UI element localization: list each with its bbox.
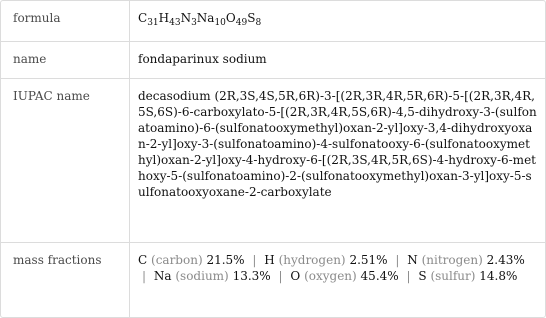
formula-element-symbol: H	[158, 11, 170, 25]
mass-fraction-separator: |	[406, 269, 411, 283]
mass-fraction-element-name: (oxygen)	[304, 269, 357, 283]
compound-info-table	[1, 1, 545, 317]
mass-fraction-symbol: O	[290, 269, 301, 283]
iupac-label: IUPAC name	[1, 79, 130, 243]
mass-fractions-row	[1, 243, 545, 318]
mass-fraction-separator: |	[252, 253, 257, 267]
formula-label: formula	[1, 1, 130, 42]
mass-fraction-value: 2.43%	[486, 253, 525, 267]
name-row	[1, 42, 545, 79]
name-value: fondaparinux sodium	[130, 42, 546, 79]
formula-element-symbol: C	[138, 11, 148, 25]
formula-element-count: 8	[255, 18, 262, 28]
mass-fractions-list	[138, 253, 525, 283]
mass-fraction-value: 14.8%	[479, 269, 518, 283]
formula-element-count: 10	[214, 18, 226, 28]
mass-fractions-value	[130, 243, 546, 318]
mass-fraction-element-name: (nitrogen)	[421, 253, 483, 267]
mass-fraction-separator: |	[142, 269, 147, 283]
formula-element-count: 49	[235, 18, 248, 28]
name-label: name	[1, 42, 130, 79]
mass-fraction-element-name: (sulfur)	[430, 269, 476, 283]
mass-fraction-element-name: (carbon)	[151, 253, 203, 267]
mass-fractions-label: mass fractions	[1, 243, 130, 318]
mass-fraction-separator: |	[278, 269, 283, 283]
formula-value	[130, 1, 546, 42]
formula-parts	[138, 11, 262, 28]
mass-fraction-value: 2.51%	[349, 253, 388, 267]
mass-fraction-element-name: (hydrogen)	[278, 253, 346, 267]
mass-fraction-value: 13.3%	[232, 269, 271, 283]
mass-fraction-item	[418, 269, 517, 283]
formula-row	[1, 1, 545, 42]
formula-element-symbol: O	[225, 11, 236, 25]
mass-fraction-value: 21.5%	[206, 253, 245, 267]
formula-element-symbol: S	[247, 11, 256, 25]
mass-fraction-element-name: (sodium)	[175, 269, 229, 283]
formula-element-count: 43	[169, 18, 181, 28]
mass-fraction-symbol: C	[138, 253, 148, 267]
iupac-value: decasodium (2R,3S,4S,5R,6R)-3-[(2R,3R,4R,5R,6R)-5-[(2R,3R,4R,5S,6S)-6-carboxylato-5-[(2R,3R,4R,5S,6R)-4,5-dihydroxy-3-(sulfonatoamino)-6-(sulfonatooxymethyl)oxan-2-yl]oxy-3,4-dihydroxyoxan-2-yl]oxy-3-(sulfonatoamino)-4-sulfonatooxy-6-(sulfonatooxymethyl)oxan-2-yl]oxy-4-hydroxy-6-[(2R,3S,4R,5R,6S)-4-hydroxy-6-methoxy-5-(sulfonatoamino)-2-(sulfonatooxymethyl)oxan-3-yl]oxy-5-sulfonatooxyoxane-2-carboxylate	[130, 79, 546, 243]
mass-fraction-item	[154, 269, 271, 283]
formula-element-count: 3	[191, 18, 197, 28]
formula-element-count: 31	[147, 18, 159, 28]
mass-fraction-symbol: N	[407, 253, 418, 267]
mass-fraction-item	[138, 253, 245, 267]
mass-fraction-item	[290, 269, 398, 283]
mass-fraction-separator: |	[395, 253, 400, 267]
iupac-row	[1, 79, 545, 243]
formula-element-symbol: Na	[196, 11, 215, 25]
mass-fraction-item	[407, 253, 525, 267]
mass-fraction-symbol: S	[418, 269, 427, 283]
formula-element-symbol: N	[180, 11, 192, 25]
mass-fraction-symbol: Na	[153, 269, 172, 283]
mass-fraction-item	[264, 253, 387, 267]
mass-fraction-symbol: H	[264, 253, 275, 267]
mass-fraction-value: 45.4%	[360, 269, 399, 283]
